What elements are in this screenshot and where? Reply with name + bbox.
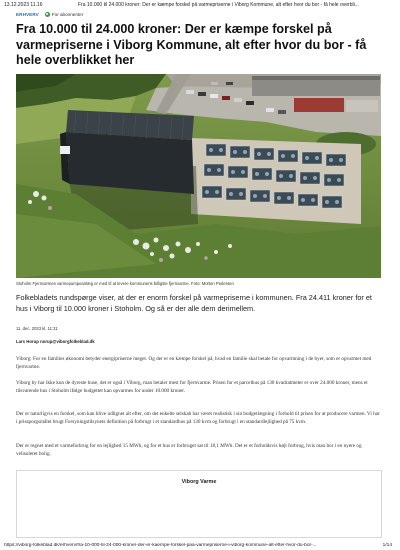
- article-hero-image: [16, 74, 381, 278]
- body-paragraph: Viborg: For en families økonomi betyder energipriserne meget. Og der er en kæmpe forskel på, hvad en familie skal betale for opvarmning i de byer, som er opvarmet med fjernvarme.: [16, 356, 372, 370]
- print-url: https://viborg-folkeblad.dk/erhverv/fra-10-000-til-24-000-kroner-der-er-kaempe-forskel-paa-varmepriserne-i-viborg-kommune-alt-efter-hvor-du-bor-...: [4, 543, 317, 548]
- section-row: [16, 10, 83, 18]
- subscriber-badge: [45, 12, 83, 17]
- print-footer: [0, 541, 400, 550]
- image-caption: Stoholm Fjernvarmes varmepumpeanlæg er med til at levere kommunens billigste fjernvarme. Foto: Morten Pedersen: [16, 281, 234, 286]
- heat-pump-plant-photo: [16, 74, 381, 278]
- subscriber-label: For abonnenter: [51, 11, 84, 17]
- publish-date: 11. dec. 2023 kl. 11:21: [16, 326, 58, 331]
- author-byline[interactable]: Lars Horup norup@viborgfolkeblad.dk: [16, 339, 95, 344]
- factbox-title: Viborg Varme: [181, 479, 217, 485]
- article-lead: Folkebladets rundspørge viser, at der er enorm forskel på varmepriserne i kommunen. Fra 24.411 kroner for et hus i Viborg til 10.000 kroner i Stoholm. Og så er der alle dem derimellem.: [16, 293, 372, 313]
- body-paragraph: Der er regnet med et varmeforbrug for en lejlighed 15 MWh, og for et hus er forbruget sat til 18,1 MWh. Det er et forholdsvis højt forbrug, hvis man bor i en nyere og velisoleret bolig.: [16, 443, 362, 457]
- print-date: 13.12.2023 11.16: [4, 2, 43, 8]
- article-headline: Fra 10.000 til 24.000 kroner: Der er kæmpe forskel på varmepriserne i Viborg Kommune, alt efter hvor du bor - få hele overblikket her: [16, 22, 367, 68]
- subscriber-star-icon: [45, 12, 50, 17]
- print-page-title: Fra 10.000 til 24.000 kroner: Der er kæmpe forskel på varmepriserne i Viborg Kommune, alt efter hvor du bor - få hele overbli...: [78, 2, 359, 8]
- section-label[interactable]: ERHVERV: [16, 11, 39, 17]
- body-paragraph: Der er naturligvis en forskel, som kan blive udlignet alt efter, om det enkelte selskab har været realistisk i sin budgetlægning i forhold til prisen for at producere varmen. Vi har i prissporgsmålet brugt Forsyningstilsynets definition på forbrugt i et standardhus på 130 kvm og forbrugt i en standardlejlighed på 75 kvm.: [16, 411, 380, 425]
- print-header: [0, 0, 400, 9]
- factbox: [16, 470, 382, 538]
- body-paragraph: Viborg by har ikke kun de dyreste huse, det er også i Viborg, man betaler mest for fjernvarme. Prisen for et parcelhus på 130 kvadratmeter er over 24.000 kroner, mens et tilsvarende hus i Stoholm ifølge budgettet kan opvarmes for under 10.000 kroner.: [16, 380, 368, 394]
- page-number: 1/14: [382, 543, 392, 548]
